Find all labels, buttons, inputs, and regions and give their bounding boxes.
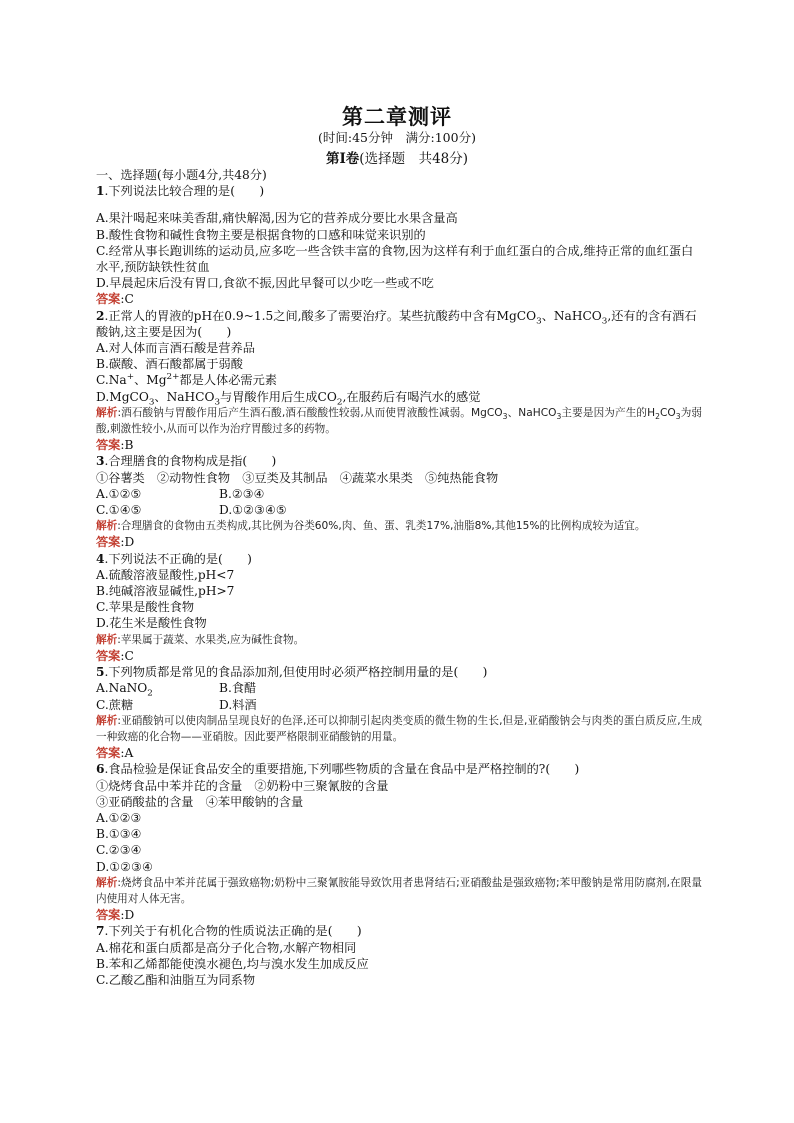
question-2-option-c: [96, 372, 702, 388]
question-2-option-a: A.对人体而言酒石酸是营养品: [96, 341, 255, 356]
subscript: 3: [536, 316, 542, 327]
question-number: 5: [96, 665, 105, 680]
question-text-part: ,还有的含有酒石酸钠,这主要是因为( ): [96, 308, 697, 339]
question-1-option-c: C.经常从事长跑训练的运动员,应多吃一些含铁丰富的食物,因为这样有利于血红蛋白的合成,维持正常的血红蛋白水平,预防缺铁性贫血: [96, 243, 694, 275]
question-5-option-b: B.食醋: [219, 681, 257, 696]
question-1-stem: [96, 183, 702, 199]
question-number: 2: [96, 308, 105, 323]
answer-label: 答案: [96, 292, 121, 307]
exam-time-score: (时间:45分钟 满分:100分): [318, 130, 476, 145]
question-number: 1: [96, 184, 105, 199]
question-6-items-line-1: ①烧烤食品中苯并芘的含量 ②奶粉中三聚氰胺的含量: [96, 778, 389, 793]
question-4-option-c: C.苹果是酸性食物: [96, 600, 195, 615]
question-text: .下列关于有机化合物的性质说法正确的是( ): [104, 924, 362, 939]
question-2-stem: [96, 308, 702, 340]
question-5-answer: [96, 745, 702, 761]
question-4-option-b: B.纯碱溶液显碱性,pH>7: [96, 584, 235, 599]
option-text-part: D.MgCO: [96, 389, 149, 404]
question-6-option-a: A.①②③: [96, 810, 142, 825]
question-6-explanation: [96, 875, 702, 907]
option-text-part: C.Na: [96, 373, 127, 388]
page-title: 第二章测评: [342, 104, 452, 129]
explanation-text: :亚硝酸钠可以使肉制品呈现良好的色泽,还可以抑制引起肉类变质的微生物的生长,但是,亚硝酸钠会与肉类的蛋白质反应,生成一种致癌的化合物——亚硝胺。因此要严格限制亚硝酸钠的用量。: [96, 714, 702, 743]
option-text-part: ,在服药后有喝汽水的感觉: [342, 389, 481, 404]
explanation-text: :烧烤食品中苯并芘属于强致癌物;奶粉中三聚氰胺能导致饮用者患肾结石;亚硝酸盐是强致癌物;苯甲酸钠是常用防腐剂,在限量内使用对人体无害。: [96, 876, 703, 905]
question-text: .下列说法不正确的是( ): [104, 551, 252, 566]
explanation-label: 解析: [96, 406, 118, 419]
question-4-option-a: A.硫酸溶液显酸性,pH<7: [96, 567, 235, 582]
part-heading: [0, 147, 794, 167]
question-6-option-d: D.①②③④: [96, 859, 153, 874]
explanation-label: 解析: [96, 714, 118, 727]
answer-value: :A: [120, 746, 134, 761]
answer-value: :D: [120, 535, 135, 550]
question-number: 6: [96, 762, 105, 777]
part-description: (选择题 共48分): [359, 151, 469, 167]
question-3-stem: [96, 453, 702, 469]
option-text-part: A.NaNO: [96, 681, 148, 696]
explanation-label: 解析: [96, 520, 118, 533]
question-3-options-row-1: [96, 486, 702, 502]
answer-value: :D: [120, 908, 135, 923]
option-text-part: 、NaHCO: [154, 389, 215, 404]
question-5-option-a: [96, 680, 219, 699]
question-5-options-row-2: [96, 697, 702, 713]
question-5-explanation: [96, 713, 702, 745]
subscript: 2: [655, 411, 660, 421]
question-5-stem: [96, 664, 702, 680]
question-number: 3: [96, 454, 105, 469]
subscript: 3: [148, 397, 155, 408]
answer-label: 答案: [96, 648, 121, 663]
explanation-text-part: 、NaHCO: [507, 406, 557, 419]
subscript: 3: [601, 316, 608, 327]
question-5-option-d: D.料酒: [219, 697, 257, 712]
subscript: 3: [502, 411, 508, 421]
explanation-text-part: CO: [659, 406, 676, 419]
superscript: +: [126, 372, 135, 383]
question-3-options-row-2: [96, 502, 702, 518]
question-3-option-c: C.①④⑤: [96, 503, 142, 518]
question-1-option-b: B.酸性食物和碱性食物主要是根据食物的口感和味觉来识别的: [96, 227, 426, 242]
question-7-option-c: C.乙酸乙酯和油脂互为同系物: [96, 972, 256, 987]
answer-label: 答案: [96, 535, 121, 550]
question-4-stem: [96, 551, 702, 567]
explanation-label: 解析: [96, 633, 118, 646]
subscript: 3: [556, 411, 562, 421]
question-7-stem: [96, 923, 702, 939]
option-text-part: 与胃酸作用后生成CO: [220, 389, 337, 404]
question-text: .下列物质都是常见的食品添加剂,但使用时必须严格控制用量的是( ): [104, 665, 488, 680]
explanation-text-part: :酒石酸钠与胃酸作用后产生酒石酸,酒石酸酸性较弱,从而使胃液酸性减弱。MgCO: [117, 406, 503, 419]
question-number: 4: [96, 551, 105, 566]
explanation-text: :苹果属于蔬菜、水果类,应为碱性食物。: [117, 633, 305, 646]
question-text-part: 、NaHCO: [541, 308, 602, 323]
subscript: 2: [147, 688, 153, 699]
answer-value: :B: [120, 438, 134, 453]
blank-space: [96, 199, 702, 210]
question-6-answer: [96, 907, 702, 923]
subscript: 3: [214, 397, 221, 408]
explanation-text-part: 为弱酸,刺激性较小,从而可以作为治疗胃酸过多的药物。: [96, 406, 703, 436]
question-1-option-d: D.早晨起床后没有胃口,食欲不振,因此早餐可以少吃一些或不吃: [96, 276, 434, 291]
explanation-text: :合理膳食的食物由五类构成,其比例为谷类60%,肉、鱼、蛋、乳类17%,油脂8%,其他15%的比例构成较为适宜。: [117, 520, 646, 533]
question-3-explanation: [96, 518, 702, 534]
question-list: [96, 167, 702, 988]
explanation-text-part: 主要是因为产生的H: [561, 406, 656, 419]
question-7-option-b: B.苯和乙烯都能使溴水褪色,均与溴水发生加成反应: [96, 956, 369, 971]
question-2-option-b: B.碳酸、酒石酸都属于弱酸: [96, 357, 243, 372]
subscript: 2: [336, 397, 343, 408]
question-3-option-b: B.②③④: [219, 486, 265, 501]
question-1-answer: [96, 291, 702, 307]
answer-label: 答案: [96, 908, 121, 923]
question-text: .下列说法比较合理的是( ): [104, 184, 265, 199]
question-7-option-a: A.棉花和蛋白质都是高分子化合物,水解产物相同: [96, 940, 357, 955]
question-2-answer: [96, 437, 702, 453]
option-text-part: 、Mg: [134, 373, 167, 388]
question-text-part: .正常人的胃液的pH在0.9~1.5之间,酸多了需要治疗。某些抗酸药中含有MgCO: [104, 308, 537, 323]
question-4-explanation: [96, 632, 702, 648]
option-text-part: 都是人体必需元素: [179, 373, 277, 388]
answer-value: :C: [120, 648, 134, 663]
superscript: 2+: [166, 372, 180, 383]
question-6-stem: [96, 761, 702, 777]
question-3-option-d: D.①②③④⑤: [219, 503, 287, 518]
question-4-answer: [96, 648, 702, 664]
question-4-option-d: D.花生米是酸性食物: [96, 616, 207, 631]
answer-label: 答案: [96, 746, 121, 761]
question-6-option-b: B.①③④: [96, 827, 142, 842]
subscript: 3: [675, 411, 681, 421]
question-6-option-c: C.②③④: [96, 843, 142, 858]
question-2-explanation: [96, 405, 702, 437]
question-3-answer: [96, 534, 702, 550]
answer-label: 答案: [96, 438, 121, 453]
question-number: 7: [96, 924, 105, 939]
explanation-label: 解析: [96, 876, 118, 889]
question-2-option-d: [96, 389, 702, 408]
section-heading: 一、选择题(每小题4分,共48分): [96, 168, 267, 182]
answer-value: :C: [120, 292, 134, 307]
question-3-items: ①谷薯类 ②动物性食物 ③豆类及其制品 ④蔬菜水果类 ⑤纯热能食物: [96, 470, 499, 485]
question-text: .食品检验是保证食品安全的重要措施,下列哪些物质的含量在食品中是严格控制的?( ): [104, 762, 580, 777]
question-5-options-row-1: [96, 680, 702, 699]
question-1-option-a: A.果汁喝起来味美香甜,痛快解渴,因为它的营养成分要比水果含量高: [96, 211, 458, 226]
question-5-option-c: C.蔗糖: [96, 697, 134, 712]
question-3-option-a: A.①②⑤: [96, 486, 142, 501]
question-6-items-line-2: ③亚硝酸盐的含量 ④苯甲酸钠的含量: [96, 794, 304, 809]
part-number: 第Ⅰ卷: [325, 151, 360, 167]
question-text: .合理膳食的食物构成是指( ): [104, 454, 277, 469]
